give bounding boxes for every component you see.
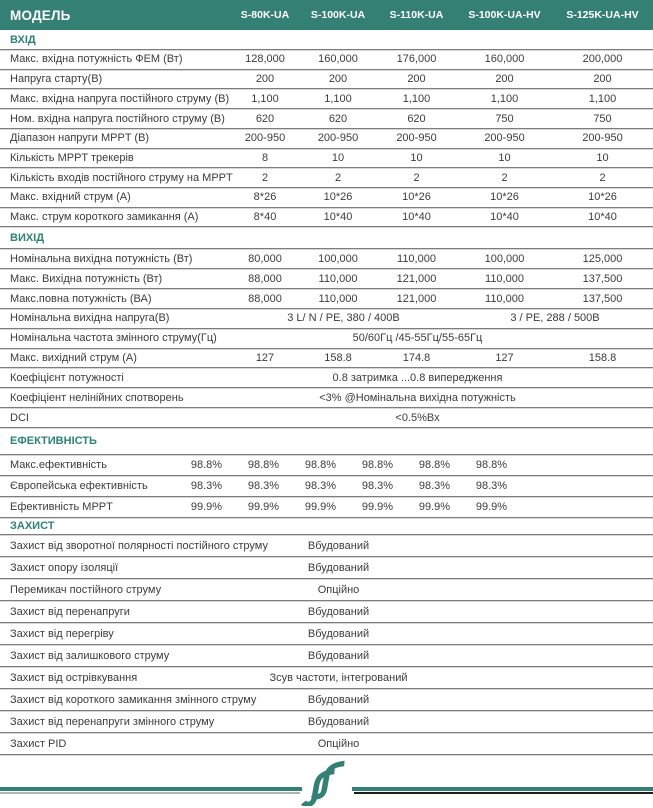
row-label: Захист від короткого замикання змінного струму [10, 693, 257, 706]
cell-value: Опційно [317, 737, 360, 750]
cell-value: 121,000 [396, 292, 437, 305]
cell-value: Вбудований [307, 605, 370, 618]
cell-value: 98.8% [418, 459, 451, 472]
row-label: Напруга старту(В) [10, 73, 103, 86]
cell-value: 200 [328, 73, 348, 86]
cell-value: 200-950 [317, 132, 359, 145]
footer-rule-left [0, 787, 302, 791]
cell-value: 620 [328, 112, 348, 125]
section-title: ЗАХИСТ [0, 518, 653, 535]
row-label: Захист від перегріву [10, 627, 114, 640]
row-label: Європейська ефективність [10, 480, 148, 493]
spec-row [0, 149, 653, 169]
row-label: Макс. струм короткого замикання (А) [10, 211, 199, 224]
spec-row [0, 601, 653, 623]
cell-value: 10*40 [323, 211, 353, 224]
cell-value: Вбудований [307, 715, 370, 728]
cell-value: 200 [407, 73, 426, 86]
spec-row [0, 249, 653, 269]
cell-value: Вбудований [307, 693, 370, 706]
cell-value: 98.3% [475, 480, 508, 493]
section [0, 518, 653, 755]
row-label: Макс. Вихідна потужність (Вт) [10, 272, 163, 285]
spec-row [0, 476, 653, 497]
cell-value: 80,000 [248, 252, 282, 265]
table-header-row [0, 0, 653, 30]
footer-rule-right-sub [354, 792, 653, 794]
section [0, 227, 653, 427]
cell-value: 110,000 [397, 252, 436, 265]
spec-row [0, 129, 653, 149]
cell-value: 98.8% [247, 459, 280, 472]
cell-value: 200,000 [582, 53, 623, 66]
spec-row [0, 329, 653, 349]
footer-rule-left-sub [0, 792, 300, 794]
cell-value: 8*40 [253, 211, 277, 224]
model-column-header: S-110K-UA [389, 9, 444, 21]
spec-row [0, 623, 653, 645]
spec-row [0, 667, 653, 689]
model-column-header: S-125K-UA-HV [566, 9, 639, 21]
row-label: Захист від зворотної полярності постійного струму [10, 539, 268, 552]
model-column-header: S-100K-UA [310, 9, 366, 21]
cell-value: 98.8% [361, 459, 394, 472]
row-label: Захист від перенапруги [10, 605, 130, 618]
cell-value: 99.9% [418, 501, 451, 514]
cell-value: 127 [255, 352, 275, 365]
cell-value: 2 [501, 171, 508, 184]
cell-value: 110,000 [485, 292, 524, 305]
cell-value: 98.3% [304, 480, 337, 493]
cell-value: 99.9% [304, 501, 337, 514]
cell-value: 200-950 [244, 132, 286, 145]
cell-value: 160,000 [318, 53, 358, 66]
cell-value: 10*26 [588, 191, 617, 204]
cell-value: 1,100 [588, 92, 617, 105]
cell-value: 160,000 [484, 53, 525, 66]
cell-value: 99.9% [190, 501, 223, 514]
spec-row [0, 689, 653, 711]
spec-row [0, 168, 653, 188]
cell-value: 10*40 [402, 211, 431, 224]
cell-value: 10 [331, 151, 345, 164]
row-label: Номінальна вихідна потужність (Вт) [10, 252, 193, 265]
row-label: Захист від перенапруги змінного струму [10, 715, 215, 728]
cell-value: 137,500 [582, 272, 623, 285]
spec-row [0, 368, 653, 388]
brand-logo-icon [301, 760, 351, 806]
cell-value: 10*40 [490, 211, 519, 224]
cell-value: 200 [495, 73, 514, 86]
row-label: Коефіціент нелінійних спотворень [10, 391, 184, 404]
row-label: Ном. вхідна напруга постійного струму (В) [10, 112, 225, 125]
cell-value: 750 [495, 112, 514, 125]
cell-value: 200 [255, 73, 275, 86]
cell-value: 200-950 [582, 132, 623, 145]
cell-value: 128,000 [245, 53, 285, 66]
spec-table [0, 30, 653, 755]
cell-value: 2 [413, 171, 420, 184]
spec-row [0, 645, 653, 667]
cell-value: 98.3% [190, 480, 223, 493]
spec-row [0, 208, 653, 228]
section-title: ВХІД [0, 30, 653, 50]
cell-value: 110,000 [485, 272, 524, 285]
cell-value: 200-950 [484, 132, 525, 145]
cell-value: 174.8 [402, 352, 431, 365]
spec-row [0, 733, 653, 755]
row-label: DCI [10, 411, 29, 424]
cell-value: 50/60Гц /45-55Гц/55-65Гц [352, 332, 483, 345]
cell-value: 158.8 [588, 352, 617, 365]
spec-row [0, 89, 653, 109]
cell-value: 158.8 [324, 352, 352, 365]
cell-value: 98.8% [304, 459, 337, 472]
row-label: Макс. вхідний струм (А) [10, 191, 131, 204]
cell-value: <3% @Номінальна вихідна потужність [319, 391, 516, 404]
cell-value: 99.9% [475, 501, 508, 514]
cell-value: 8*26 [253, 191, 277, 204]
cell-value: 99.9% [361, 501, 394, 514]
spec-row [0, 535, 653, 557]
model-column-title: МОДЕЛЬ [10, 7, 71, 23]
section-title: ЕФЕКТИВНІСТЬ [0, 428, 653, 455]
cell-value: 3 / PE, 288 / 500В [510, 312, 600, 325]
spec-row [0, 408, 653, 428]
section-title: ВИХІД [0, 227, 653, 249]
cell-value: 99.9% [247, 501, 280, 514]
cell-value: 176,000 [396, 53, 437, 66]
row-label: Кількість MPPT трекерів [10, 151, 134, 164]
cell-value: 125,000 [582, 252, 623, 265]
cell-value: 10*40 [588, 211, 617, 224]
cell-value: 3 L/ N / PE, 380 / 400В [287, 312, 400, 325]
spec-row [0, 109, 653, 129]
cell-value: Опційно [317, 583, 360, 596]
cell-value: 200 [593, 73, 612, 86]
cell-value: 620 [255, 112, 275, 125]
row-label: Номінальна вихідна напруга(В) [10, 312, 170, 325]
cell-value: 88,000 [248, 292, 282, 305]
cell-value: 0.8 затримка ...0.8 випередження [332, 371, 503, 384]
row-label: Макс. вихідний струм (А) [10, 352, 137, 365]
cell-value: 8 [261, 151, 269, 164]
spec-row [0, 269, 653, 289]
cell-value: Вбудований [307, 539, 370, 552]
section [0, 428, 653, 519]
section [0, 30, 653, 227]
spec-row [0, 557, 653, 579]
cell-value: 121,000 [396, 272, 437, 285]
cell-value: 100,000 [484, 252, 525, 265]
cell-value: 88,000 [248, 272, 282, 285]
spec-row [0, 70, 653, 90]
spec-row [0, 309, 653, 329]
cell-value: 100,000 [318, 252, 358, 265]
cell-value: Зсув частоти, інтегрований [269, 671, 408, 684]
cell-value: 2 [334, 171, 342, 184]
cell-value: 10 [596, 151, 609, 164]
cell-value: 1,100 [490, 92, 519, 105]
cell-value: Вбудований [307, 649, 370, 662]
cell-value: 1,100 [402, 92, 431, 105]
cell-value: 750 [593, 112, 612, 125]
cell-value: 98.8% [475, 459, 508, 472]
spec-row [0, 455, 653, 476]
cell-value: Вбудований [307, 627, 370, 640]
cell-value: 2 [261, 171, 269, 184]
cell-value: 127 [495, 352, 514, 365]
row-label: Номінальна частота змінного струму(Гц) [10, 332, 217, 345]
row-label: Макс.ефективність [10, 459, 107, 472]
model-column-header: S-80K-UA [240, 9, 290, 21]
row-label: Макс. вхідна напруга постійного струму (В) [10, 92, 230, 105]
cell-value: 10 [410, 151, 423, 164]
row-label: Коефіцієнт потужності [10, 371, 124, 384]
row-label: Макс. вхідна потужність ФЕМ (Вт) [10, 53, 183, 66]
row-label: Захист від залишкового струму [10, 649, 170, 662]
cell-value: 10*26 [323, 191, 353, 204]
row-label: Захист PID [10, 737, 67, 750]
cell-value: <0.5%Вх [395, 411, 440, 424]
footer-rule-right [352, 787, 653, 791]
cell-value: 620 [407, 112, 426, 125]
cell-value: 110,000 [318, 292, 358, 305]
cell-value: 98.3% [247, 480, 280, 493]
cell-value: 10*26 [402, 191, 431, 204]
spec-row [0, 188, 653, 208]
spec-row [0, 579, 653, 601]
cell-value: 110,000 [318, 272, 358, 285]
cell-value: 98.8% [190, 459, 223, 472]
row-label: Діапазон напруги MPPT (В) [10, 132, 150, 145]
spec-row [0, 289, 653, 309]
row-label: Макс.повна потужність (ВА) [10, 292, 152, 305]
row-label: Перемикач постійного струму [10, 583, 162, 596]
row-label: Ефективність MPPT [10, 501, 113, 514]
spec-row [0, 388, 653, 408]
cell-value: Вбудований [307, 561, 370, 574]
cell-value: 98.3% [361, 480, 394, 493]
cell-value: 137,500 [582, 292, 623, 305]
model-column-header: S-100K-UA-HV [468, 9, 541, 21]
page-footer [0, 755, 653, 808]
cell-value: 1,100 [324, 92, 352, 105]
cell-value: 98.3% [418, 480, 451, 493]
cell-value: 2 [599, 171, 606, 184]
spec-row [0, 497, 653, 518]
row-label: Захист опору ізоляції [10, 561, 119, 574]
spec-row [0, 349, 653, 369]
cell-value: 200-950 [396, 132, 437, 145]
cell-value: 10*26 [490, 191, 519, 204]
spec-row [0, 711, 653, 733]
row-label: Захист від острівкування [10, 671, 138, 684]
cell-value: 10 [498, 151, 511, 164]
cell-value: 1,100 [251, 92, 279, 105]
spec-row [0, 50, 653, 70]
row-label: Кількість входів постійного струму на MPPT [10, 171, 233, 184]
